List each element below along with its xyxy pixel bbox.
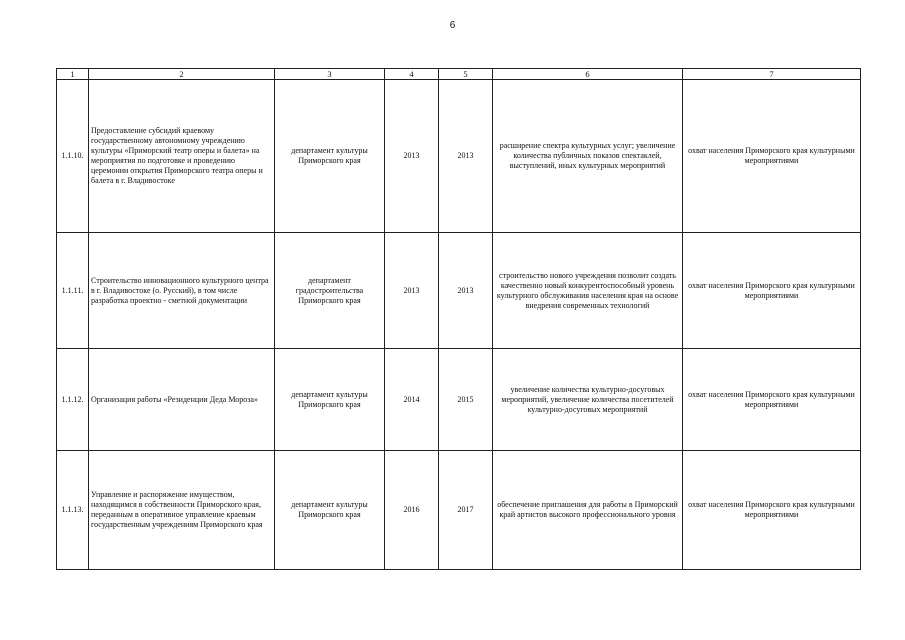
end-year: 2013 [439,80,493,233]
responsible-department: департамент культуры Приморского края [275,349,385,451]
expected-result: обеспечение приглашения для работы в Приморский край артистов высокого профессионального уровня [493,451,683,570]
expected-result: увеличение количества культурно-досуговых мероприятий, увеличение количества посетителей культурно-досуговых мероприятий [493,349,683,451]
column-header: 3 [275,69,385,80]
column-header: 4 [385,69,439,80]
measure-name: Организация работы «Резиденции Деда Мороза» [89,349,275,451]
start-year: 2014 [385,349,439,451]
indicator: охват населения Приморского края культурными мероприятиями [683,233,861,349]
measure-name: Предоставление субсидий краевому государственному автономному учреждению культуры «Приморский театр оперы и балета» на мероприятия по подготовке и проведению церемонии открытия Приморского театра оперы и балета в г. Владивостоке [89,80,275,233]
indicator: охват населения Приморского края культурными мероприятиями [683,349,861,451]
column-header: 1 [57,69,89,80]
end-year: 2013 [439,233,493,349]
item-number: 1.1.10. [57,80,89,233]
column-header: 7 [683,69,861,80]
item-number: 1.1.11. [57,233,89,349]
table-row [57,80,861,233]
column-header: 5 [439,69,493,80]
responsible-department: департамент культуры Приморского края [275,80,385,233]
table-row [57,233,861,349]
start-year: 2016 [385,451,439,570]
page-number: 6 [449,20,456,31]
measure-name: Управление и распоряжение имуществом, находящимся в собственности Приморского края, переданным в оперативное управление краевым государственным учреждениям Приморского края [89,451,275,570]
indicator: охват населения Приморского края культурными мероприятиями [683,451,861,570]
item-number: 1.1.13. [57,451,89,570]
expected-result: расширение спектра культурных услуг; увеличение количества публичных показов спектаклей, выступлений, иных культурных мероприятий [493,80,683,233]
measures-table [56,68,861,570]
responsible-department: департамент культуры Приморского края [275,451,385,570]
end-year: 2017 [439,451,493,570]
responsible-department: департамент градостроительства Приморского края [275,233,385,349]
table-row [57,349,861,451]
measure-name: Строительство инновационного культурного центра в г. Владивостоке (о. Русский), в том числе разработка проектно - сметной документации [89,233,275,349]
header-row [57,69,861,80]
start-year: 2013 [385,80,439,233]
item-number: 1.1.12. [57,349,89,451]
table-row [57,451,861,570]
start-year: 2013 [385,233,439,349]
end-year: 2015 [439,349,493,451]
expected-result: строительство нового учреждения позволит создать качественно новый конкурентоспособный уровень культурного обслуживания населения края на основе внедрения современных технологий [493,233,683,349]
column-header: 6 [493,69,683,80]
column-header: 2 [89,69,275,80]
indicator: охват населения Приморского края культурными мероприятиями [683,80,861,233]
